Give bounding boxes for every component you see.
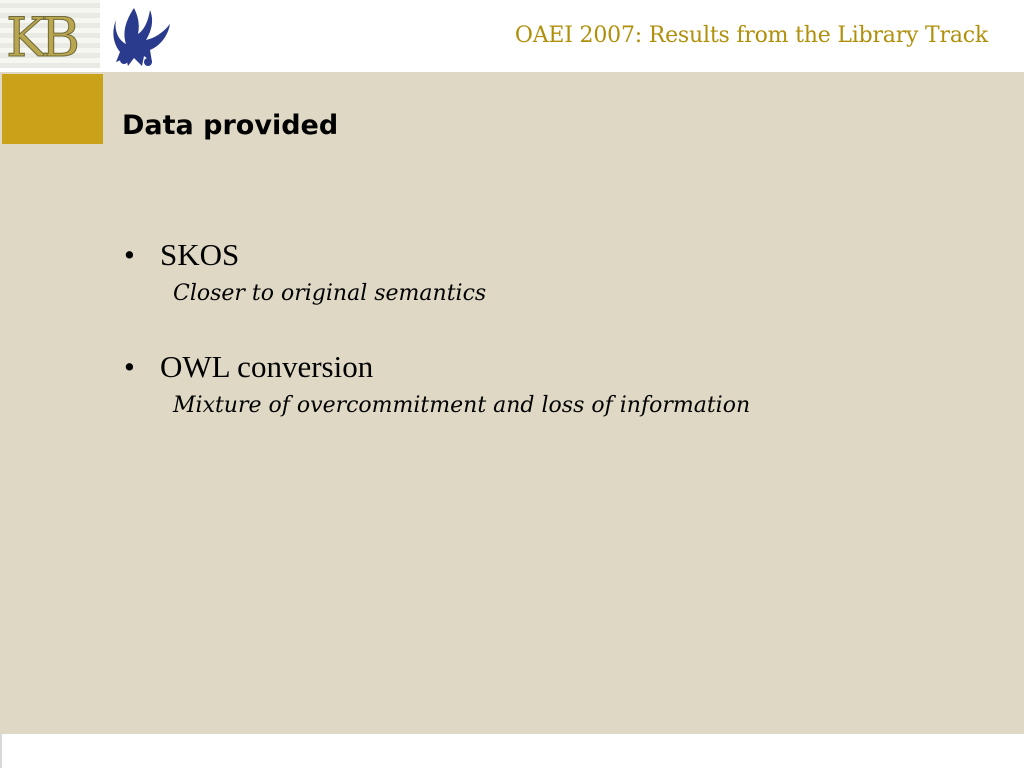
footer-strip bbox=[0, 734, 1024, 768]
accent-square bbox=[2, 74, 103, 144]
bullet-main bbox=[124, 236, 984, 274]
slide-title: Data provided bbox=[122, 110, 339, 141]
bullet-item bbox=[124, 236, 984, 308]
svg-text:KB: KB bbox=[6, 6, 75, 68]
bullet-main bbox=[124, 348, 984, 386]
presentation-title: OAEI 2007: Results from the Library Track bbox=[514, 23, 988, 48]
bullet-text: OWL conversion bbox=[160, 349, 374, 384]
kb-logo-icon bbox=[0, 0, 100, 68]
header-bar bbox=[0, 0, 1024, 72]
bullet-subtext: Mixture of overcommitment and loss of information bbox=[173, 393, 751, 418]
bullet-subtext: Closer to original semantics bbox=[173, 281, 487, 306]
bullet-marker: • bbox=[124, 349, 135, 384]
bullet-text: SKOS bbox=[160, 237, 240, 272]
griffin-logo-icon bbox=[104, 0, 176, 72]
bullet-item bbox=[124, 348, 984, 420]
footer-edge bbox=[0, 734, 2, 768]
bullet-marker: • bbox=[124, 237, 135, 272]
bullet-list bbox=[124, 236, 984, 460]
